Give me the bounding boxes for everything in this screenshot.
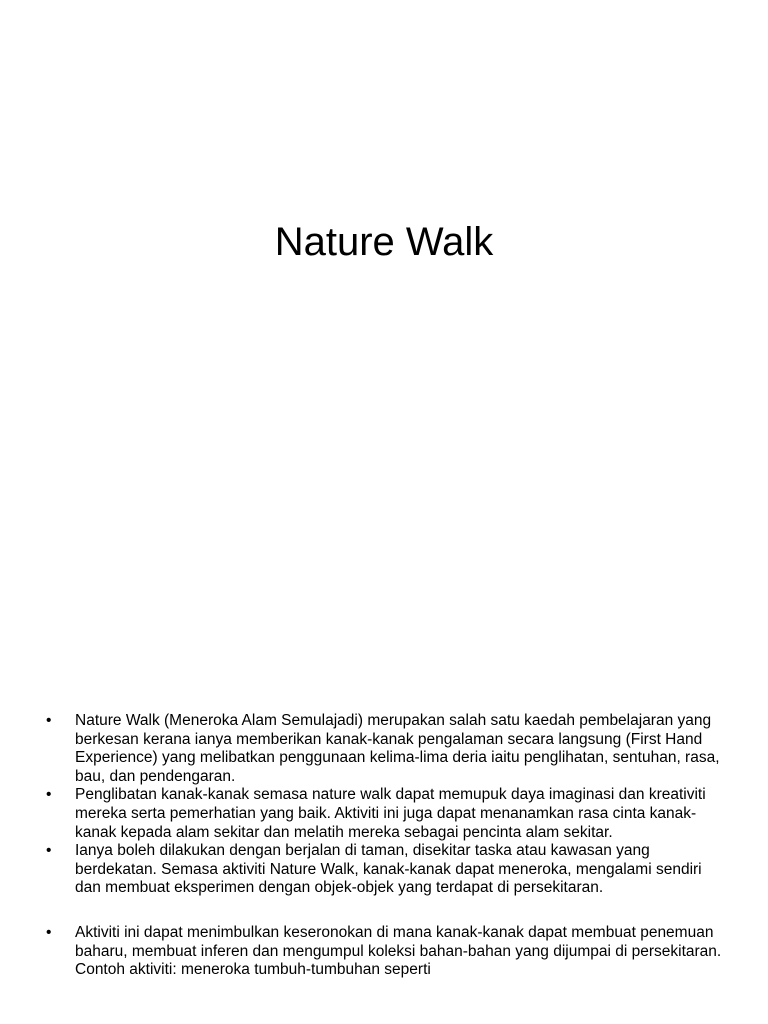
list-item: [46, 786, 726, 842]
list-item: [46, 712, 726, 786]
bullet-icon: •: [46, 842, 52, 860]
bullet-list: [46, 712, 726, 980]
bullet-icon: •: [46, 712, 52, 729]
bullet-text: Aktiviti ini dapat menimbulkan keseronokan di mana kanak-kanak dapat membuat penemuan baharu, membuat inferen dan mengumpul koleksi bahan-bahan yang dijumpai di persekitaran. Contoh aktiviti: meneroka tumbuh-tumbuhan seperti: [75, 923, 722, 979]
bullet-icon: •: [46, 786, 52, 804]
list-item: [46, 924, 726, 980]
bullet-text: Nature Walk (Meneroka Alam Semulajadi) merupakan salah satu kaedah pembelajaran yang berkesan kerana ianya memberikan kanak-kanak pengalaman secara langsung (First Hand Experience) yang melibatkan penggunaan kelima-lima deria iaitu penglihatan, sentuhan, rasa, bau, dan pendengaran.: [75, 712, 720, 785]
bullet-icon: •: [46, 923, 52, 941]
slide-title: Nature Walk: [274, 220, 494, 264]
bullet-text: Penglibatan kanak-kanak semasa nature walk dapat memupuk daya imaginasi dan kreativiti mereka serta pemerhatian yang baik. Aktiviti ini juga dapat menanamkan rasa cinta kanak-kanak kepada alam sekitar dan melatih mereka sebagai pencinta alam sekitar.: [75, 786, 706, 841]
list-item: [46, 842, 726, 898]
bullet-text: Ianya boleh dilakukan dengan berjalan di taman, disekitar taska atau kawasan yang berdekatan. Semasa aktiviti Nature Walk, kanak-kanak dapat meneroka, mengalami sendiri dan membuat eksperimen dengan objek-objek yang terdapat di persekitaran.: [75, 842, 702, 897]
